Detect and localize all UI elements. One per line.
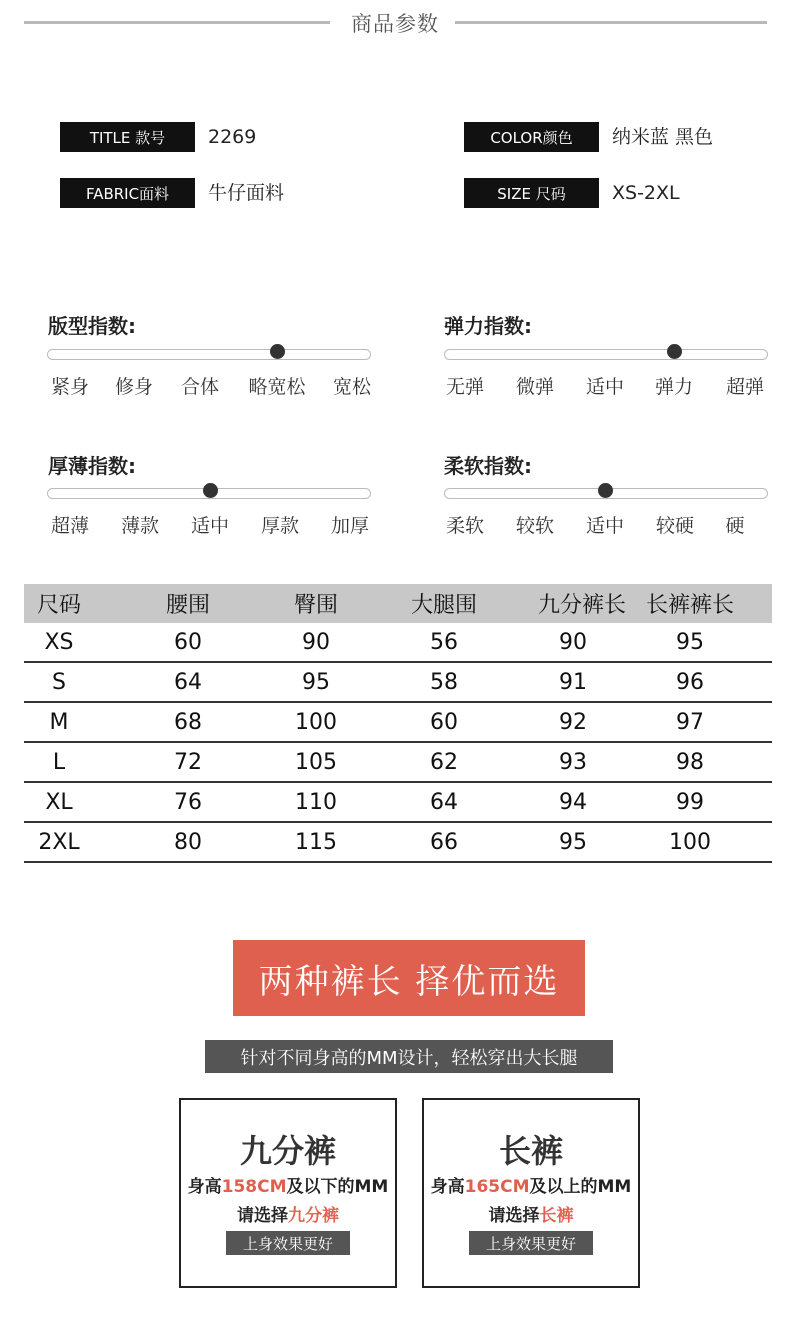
softness-index-knob [598,483,613,498]
card-choice-value: 长裤 [539,1206,574,1226]
fabric-label-tag: FABRIC面料 [60,178,195,208]
card-choice-value: 九分裤 [288,1206,339,1226]
fit-index-level-label: 略宽松 [248,376,306,398]
header-cell: 九分裤长 [538,593,627,618]
softness-index-level-label: 较软 [515,515,555,537]
color-value: 纳米蓝 黑色 [612,126,714,148]
card-height-value: 165CM [464,1177,530,1197]
table-cell: 95 [559,829,587,855]
table-cell: 90 [302,629,330,655]
table-cell: 80 [174,829,202,855]
thickness-index-level-label: 超薄 [50,515,90,537]
stretch-index-level-label: 超弹 [725,376,765,398]
size-table-header [24,584,772,623]
table-row [24,823,772,863]
fabric-value: 牛仔面料 [208,182,285,204]
table-row [24,783,772,823]
header-cell: 腰围 [165,593,210,618]
size-value: XS-2XL [612,182,680,204]
stretch-index-track [444,349,768,360]
table-cell: 96 [676,669,704,695]
table-row [24,703,772,743]
header-cell: 尺码 [36,593,81,618]
card-effect-label: 上身效果更好 [226,1231,350,1255]
section-title: 商品参数 [351,12,439,36]
softness-index-level-label: 柔软 [445,515,485,537]
softness-index-level-label: 硬 [725,515,745,537]
table-cell: 56 [430,629,458,655]
card-text: 身高 [187,1177,222,1197]
fit-index-level-label: 宽松 [332,376,372,398]
table-cell: 60 [174,629,202,655]
card-effect-label: 上身效果更好 [469,1231,593,1255]
thickness-index-level-label: 加厚 [330,515,370,537]
thickness-index-level-label: 薄款 [120,515,160,537]
header-rule-right [455,21,767,24]
size-label-tag: SIZE 尺码 [464,178,599,208]
table-cell: XL [45,789,73,815]
table-cell: 90 [559,629,587,655]
card-title: 九分裤 [239,1132,336,1170]
header-cell: 长裤裤长 [645,593,734,618]
stretch-index-title: 弹力指数: [444,314,532,338]
card-title: 长裤 [498,1132,563,1170]
table-cell: 76 [174,789,202,815]
card-text: 身高 [430,1177,465,1197]
card-choice-line [181,1201,395,1226]
stretch-index-level-label: 适中 [585,376,625,398]
stretch-index-level-label: 微弹 [515,376,555,398]
table-row [24,743,772,783]
table-cell: 94 [559,789,587,815]
table-cell: 99 [676,789,704,815]
title-label-tag: TITLE 款号 [60,122,195,152]
table-row [24,623,772,663]
card-text: 请选择 [237,1206,288,1226]
fit-index-title: 版型指数: [48,314,136,338]
card-text: 及以上的MM [529,1177,632,1197]
table-cell: 93 [559,749,587,775]
promo-banner: 两种裤长 择优而选 [233,940,585,1016]
stretch-index-level-label: 弹力 [654,376,694,398]
table-cell: 64 [174,669,202,695]
thickness-index-level-label: 适中 [190,515,230,537]
thickness-index-level-label: 厚款 [260,515,300,537]
card-height-line [424,1172,638,1197]
size-table [24,584,772,863]
softness-index-level-label: 较硬 [655,515,695,537]
card-text: 及以下的MM [286,1177,389,1197]
fit-index-level-label: 合体 [180,376,220,398]
title-value: 2269 [208,126,257,148]
table-cell: 68 [174,709,202,735]
table-cell: 95 [302,669,330,695]
table-cell: 58 [430,669,458,695]
card-height-line [181,1172,395,1197]
table-cell: 66 [430,829,458,855]
table-cell: 64 [430,789,458,815]
fit-index-level-label: 修身 [114,376,154,398]
table-cell: S [52,669,66,695]
fit-index-knob [270,344,285,359]
header-cell: 臀围 [293,593,338,618]
fit-index-level-label: 紧身 [50,376,90,398]
card-choice-line [424,1201,638,1226]
table-cell: 100 [669,829,711,855]
table-row [24,663,772,703]
stretch-index-level-label: 无弹 [445,376,485,398]
cropped-pants-card [179,1098,397,1288]
softness-index-level-label: 适中 [585,515,625,537]
table-cell: 95 [676,629,704,655]
thickness-index-title: 厚薄指数: [48,454,136,478]
fit-index-track [47,349,371,360]
stretch-index-knob [667,344,682,359]
promo-subtitle: 针对不同身高的MM设计，轻松穿出大长腿 [205,1040,613,1073]
table-cell: 110 [295,789,337,815]
table-cell: 92 [559,709,587,735]
table-cell: 97 [676,709,704,735]
table-cell: 100 [295,709,337,735]
softness-index-title: 柔软指数: [444,454,532,478]
table-cell: L [52,749,66,775]
table-cell: 91 [559,669,587,695]
long-pants-card [422,1098,640,1288]
table-cell: 115 [295,829,337,855]
card-text: 请选择 [488,1206,540,1226]
table-cell: M [49,709,69,735]
table-cell: 72 [174,749,202,775]
table-cell: 2XL [38,829,80,855]
table-cell: 62 [430,749,458,775]
color-label-tag: COLOR颜色 [464,122,599,152]
table-cell: 98 [676,749,704,775]
card-height-value: 158CM [221,1177,287,1197]
table-cell: 105 [295,749,337,775]
thickness-index-knob [203,483,218,498]
table-cell: 60 [430,709,458,735]
header-cell: 大腿围 [410,593,477,618]
table-cell: XS [44,629,74,655]
